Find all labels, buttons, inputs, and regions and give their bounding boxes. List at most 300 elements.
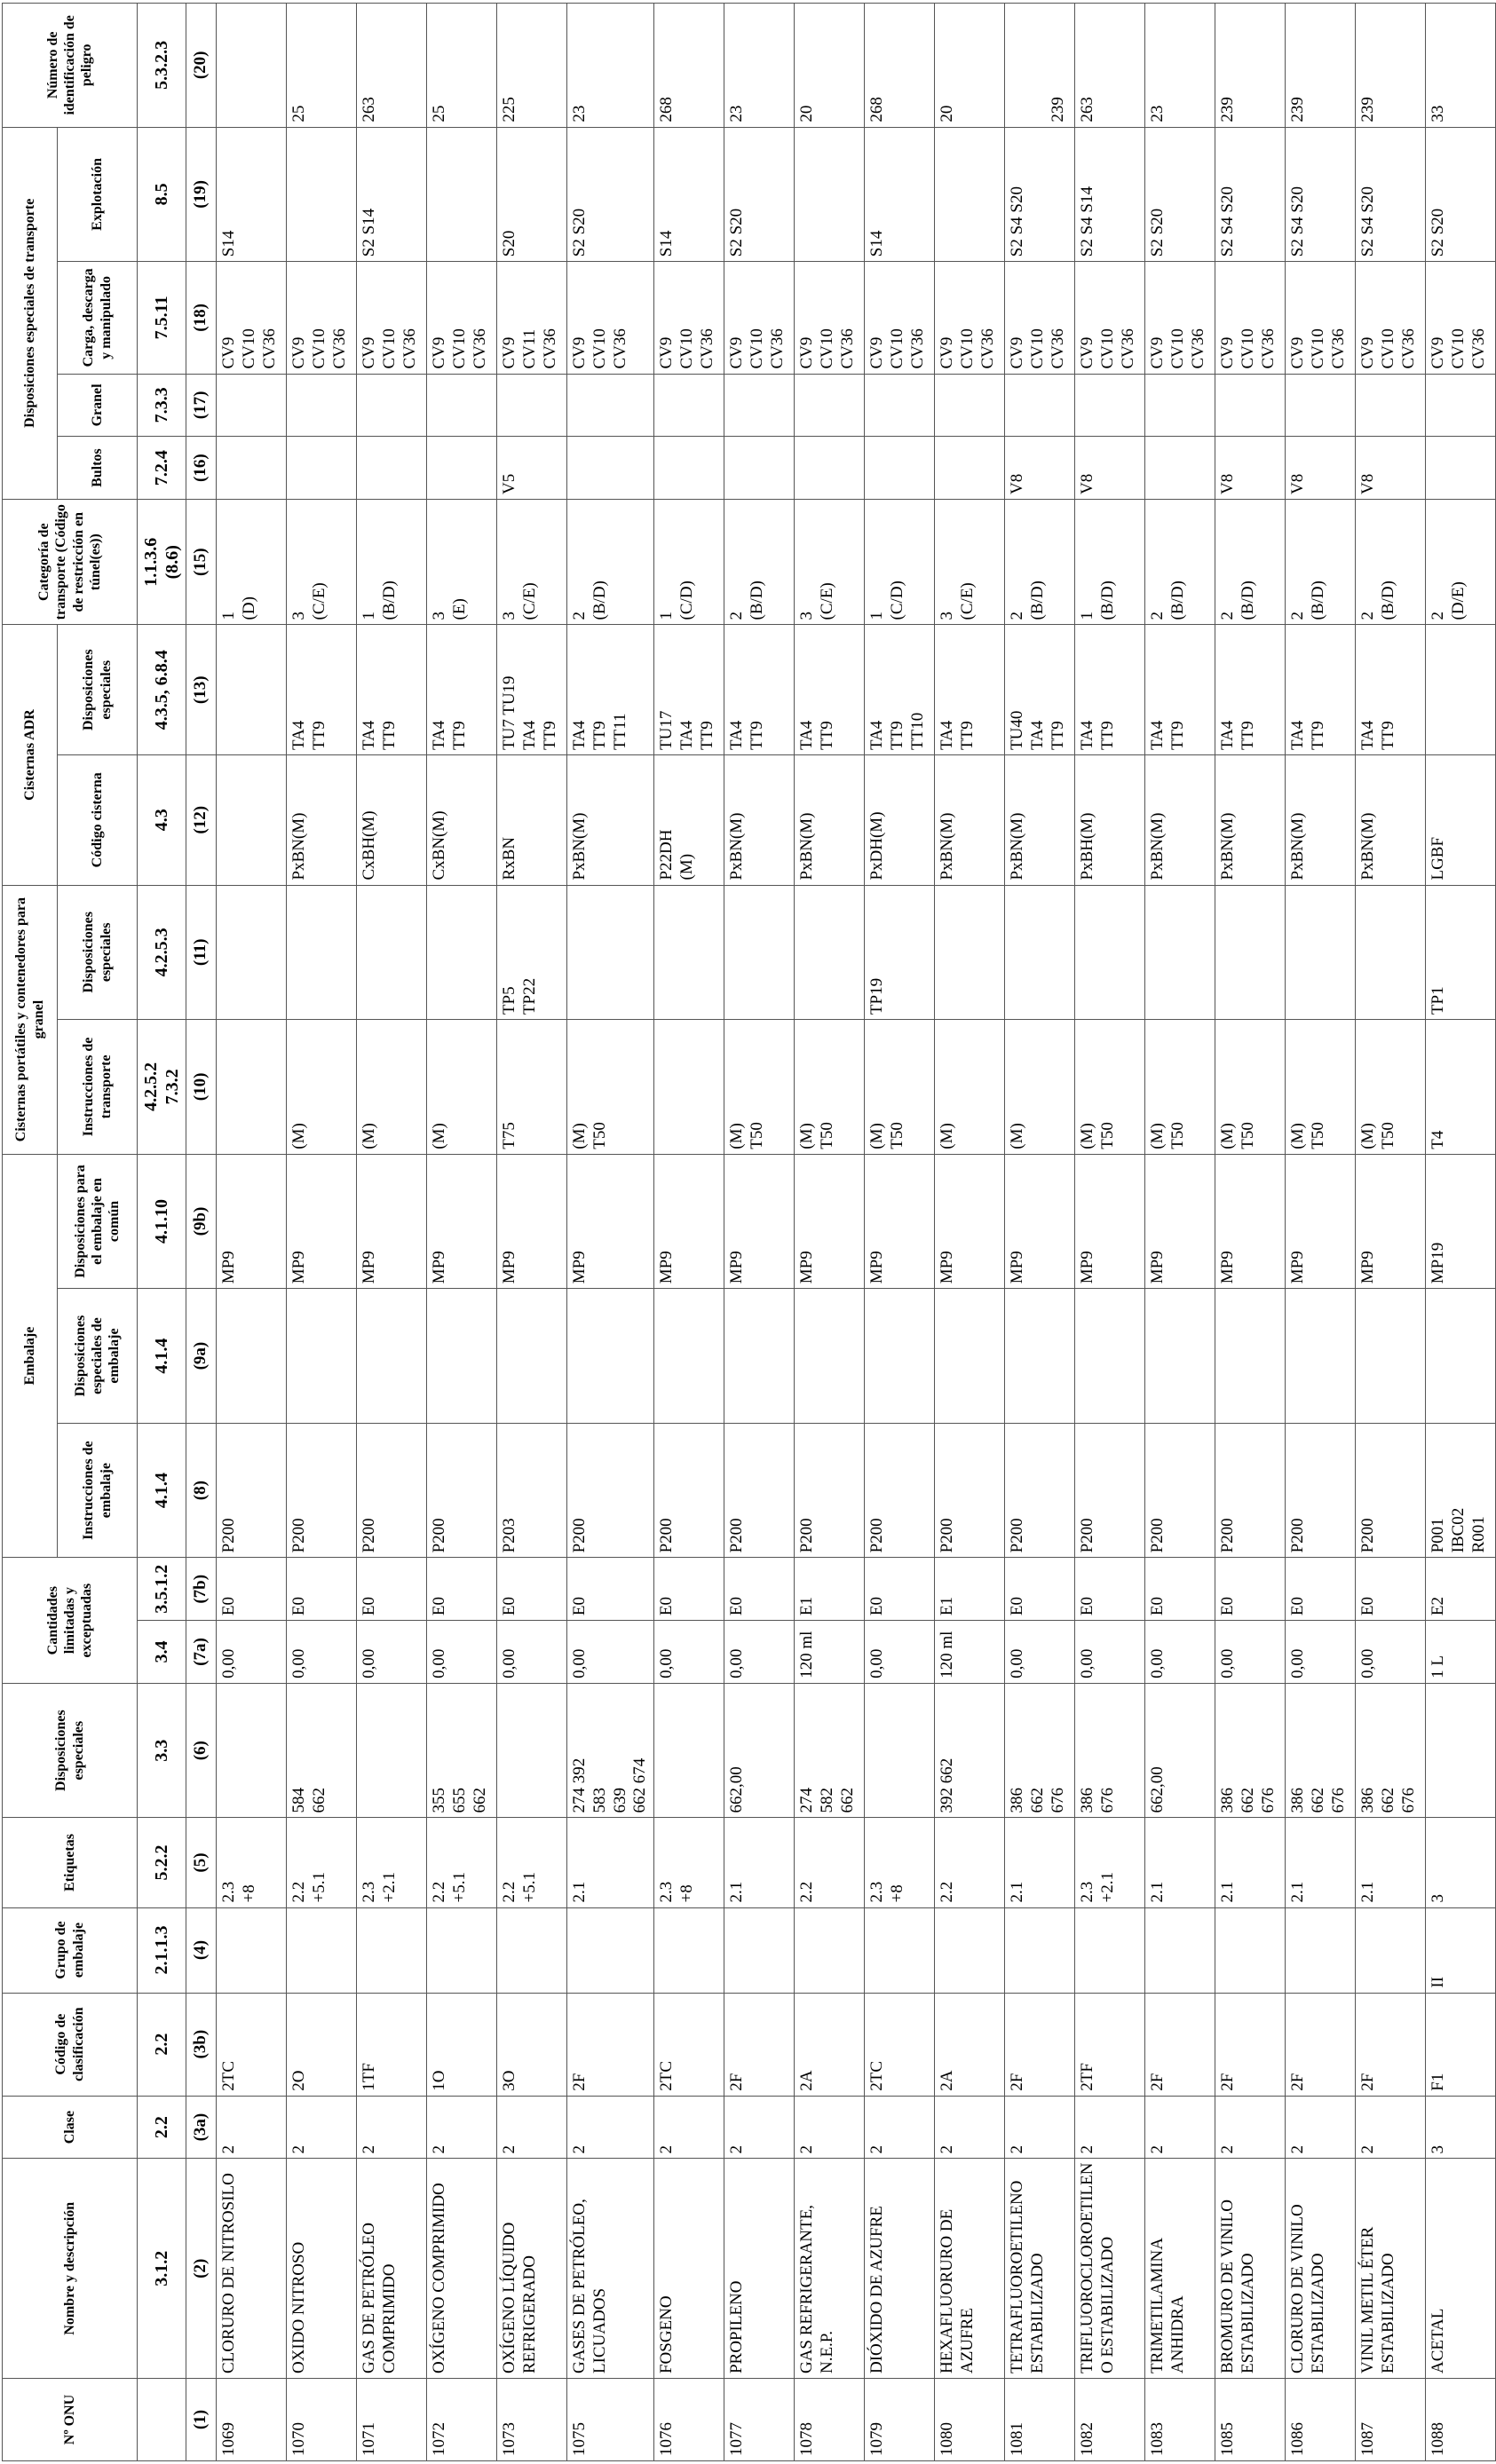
table-cell: 2TC bbox=[865, 1993, 935, 2096]
table-cell: 274 582 662 bbox=[795, 1683, 865, 1818]
table-cell: 2A bbox=[935, 1993, 1005, 2096]
table-cell bbox=[654, 437, 724, 500]
table-row bbox=[1215, 4, 1286, 2461]
table-cell bbox=[865, 1907, 935, 1993]
table-cell: 3 (C/E) bbox=[287, 499, 357, 624]
table-cell bbox=[567, 437, 654, 500]
table-header bbox=[3, 4, 217, 2461]
table-cell bbox=[427, 127, 497, 262]
table-cell: 1 (C/D) bbox=[865, 499, 935, 624]
table-cell: 3 (C/E) bbox=[795, 499, 865, 624]
table-cell: CV9 CV11 CV36 bbox=[497, 262, 567, 374]
table-cell bbox=[1005, 1289, 1075, 1424]
table-cell: (M) bbox=[1005, 1020, 1075, 1155]
table-cell: TA4 TT9 bbox=[795, 625, 865, 755]
table-cell: CV9 CV10 CV36 bbox=[427, 262, 497, 374]
table-cell: TA4 TT9 bbox=[1075, 625, 1145, 755]
table-cell: 1073 bbox=[497, 2379, 567, 2461]
table-cell: 2 bbox=[1075, 2096, 1145, 2159]
table-cell: 584 662 bbox=[287, 1683, 357, 1818]
table-cell: 2F bbox=[1356, 1993, 1426, 2096]
table-cell: (M) bbox=[935, 1020, 1005, 1155]
table-cell bbox=[357, 885, 427, 1020]
table-cell: 2 (B/D) bbox=[1145, 499, 1215, 624]
table-cell bbox=[567, 1289, 654, 1424]
table-cell: PxBN(M) bbox=[1356, 755, 1426, 886]
table-cell: (M) T50 bbox=[1215, 1020, 1286, 1155]
table-cell bbox=[217, 1020, 287, 1155]
column-number-cell: (3a) bbox=[186, 2096, 217, 2159]
table-cell bbox=[1286, 1289, 1356, 1424]
table-cell: PxDH(M) bbox=[865, 755, 935, 886]
table-cell: CV9 CV10 CV36 bbox=[567, 262, 654, 374]
table-cell bbox=[427, 1289, 497, 1424]
table-cell bbox=[217, 1907, 287, 1993]
table-row bbox=[1426, 4, 1496, 2461]
table-cell: E0 bbox=[865, 1558, 935, 1621]
table-cell: 1071 bbox=[357, 2379, 427, 2461]
table-cell: 2.3 +8 bbox=[217, 1818, 287, 1907]
table-cell: LGBF bbox=[1426, 755, 1496, 886]
table-cell bbox=[1426, 625, 1496, 755]
table-cell: P200 bbox=[1075, 1423, 1145, 1558]
table-cell bbox=[1286, 885, 1356, 1020]
ref-cell: 4.3.5, 6.8.4 bbox=[138, 625, 186, 755]
table-cell: E0 bbox=[287, 1558, 357, 1621]
table-cell: P200 bbox=[217, 1423, 287, 1558]
table-cell: S2 S4 S20 bbox=[1005, 127, 1075, 262]
table-cell: 1082 bbox=[1075, 2379, 1145, 2461]
table-cell: S2 S20 bbox=[567, 127, 654, 262]
table-cell bbox=[654, 1289, 724, 1424]
table-cell bbox=[427, 1907, 497, 1993]
table-cell: 0,00 bbox=[865, 1621, 935, 1684]
table-cell: MP9 bbox=[497, 1154, 567, 1289]
table-cell: 20 bbox=[935, 4, 1005, 128]
table-cell: P200 bbox=[795, 1423, 865, 1558]
column-number-row bbox=[186, 4, 217, 2461]
header-classification-code: Código de clasificación bbox=[3, 1993, 138, 2096]
table-cell bbox=[567, 1907, 654, 1993]
ref-cell: 4.1.10 bbox=[138, 1154, 186, 1289]
header-special-transport: Disposiciones especiales de transporte bbox=[3, 127, 58, 499]
table-cell bbox=[287, 374, 357, 437]
ref-cell: 4.1.4 bbox=[138, 1289, 186, 1424]
table-cell: 386 662 676 bbox=[1356, 1683, 1426, 1818]
table-cell: GAS DE PETRÓLEO COMPRIMIDO bbox=[357, 2159, 427, 2379]
table-cell: CxBH(M) bbox=[357, 755, 427, 886]
table-cell: CV9 CV10 CV36 bbox=[1075, 262, 1145, 374]
header-transport-category: Categoría de transporte (Código de restricción en túnel(es)) bbox=[3, 499, 138, 624]
column-number-cell: (7b) bbox=[186, 1558, 217, 1621]
table-cell: MP9 bbox=[1286, 1154, 1356, 1289]
table-cell bbox=[935, 374, 1005, 437]
table-cell: 2 (B/D) bbox=[724, 499, 795, 624]
table-cell: P200 bbox=[1286, 1423, 1356, 1558]
table-row bbox=[1075, 4, 1145, 2461]
table-cell bbox=[1286, 374, 1356, 437]
header-name: Nombre y descripción bbox=[3, 2159, 138, 2379]
table-cell: GASES DE PETRÓLEO, LICUADOS bbox=[567, 2159, 654, 2379]
table-cell: 0,00 bbox=[1286, 1621, 1356, 1684]
table-cell: E0 bbox=[427, 1558, 497, 1621]
table-cell: 2 bbox=[427, 2096, 497, 2159]
table-cell bbox=[1286, 1907, 1356, 1993]
table-cell bbox=[1005, 374, 1075, 437]
header-un-no: Nº ONU bbox=[3, 2379, 138, 2461]
table-cell: E0 bbox=[217, 1558, 287, 1621]
table-cell: 274 392 583 639 662 674 bbox=[567, 1683, 654, 1818]
column-number-cell: (1) bbox=[186, 2379, 217, 2461]
table-cell bbox=[427, 885, 497, 1020]
table-cell: 2.3 +8 bbox=[865, 1818, 935, 1907]
table-cell: E1 bbox=[935, 1558, 1005, 1621]
table-cell: MP9 bbox=[724, 1154, 795, 1289]
table-cell: 2A bbox=[795, 1993, 865, 2096]
table-cell bbox=[654, 374, 724, 437]
table-cell: 2 bbox=[567, 2096, 654, 2159]
reference-row bbox=[138, 4, 186, 2461]
table-cell: 1086 bbox=[1286, 2379, 1356, 2461]
table-cell: 1 (D) bbox=[217, 499, 287, 624]
header-hazard-id: Número de identificación de peligro bbox=[3, 4, 138, 128]
table-cell bbox=[217, 1683, 287, 1818]
table-cell: 268 bbox=[654, 4, 724, 128]
table-cell: 2.1 bbox=[1005, 1818, 1075, 1907]
table-cell bbox=[1075, 1289, 1145, 1424]
ref-cell: 7.2.4 bbox=[138, 437, 186, 500]
table-cell bbox=[217, 625, 287, 755]
table-row bbox=[497, 4, 567, 2461]
table-cell bbox=[1005, 1907, 1075, 1993]
table-cell: 2 (B/D) bbox=[1286, 499, 1356, 624]
table-cell bbox=[357, 1289, 427, 1424]
table-cell: S14 bbox=[217, 127, 287, 262]
table-row bbox=[1145, 4, 1215, 2461]
table-cell: 20 bbox=[795, 4, 865, 128]
ref-cell: 4.3 bbox=[138, 755, 186, 886]
table-cell: 662,00 bbox=[1145, 1683, 1215, 1818]
table-cell bbox=[1426, 1683, 1496, 1818]
table-cell bbox=[724, 1907, 795, 1993]
table-cell: 0,00 bbox=[497, 1621, 567, 1684]
column-number-cell: (10) bbox=[186, 1020, 217, 1155]
table-cell: V8 bbox=[1215, 437, 1286, 500]
column-number-cell: (6) bbox=[186, 1683, 217, 1818]
table-cell: PxBN(M) bbox=[1286, 755, 1356, 886]
table-cell: CLORURO DE NITROSILO bbox=[217, 2159, 287, 2379]
table-cell: 0,00 bbox=[1145, 1621, 1215, 1684]
ref-cell: 3.1.2 bbox=[138, 2159, 186, 2379]
table-cell bbox=[357, 437, 427, 500]
table-cell: 1081 bbox=[1005, 2379, 1075, 2461]
header-class: Clase bbox=[3, 2096, 138, 2159]
table-cell: 1079 bbox=[865, 2379, 935, 2461]
table-cell bbox=[1145, 374, 1215, 437]
table-cell: 386 662 676 bbox=[1215, 1683, 1286, 1818]
table-cell bbox=[497, 1907, 567, 1993]
table-row bbox=[567, 4, 654, 2461]
column-number-cell: (17) bbox=[186, 374, 217, 437]
header-special-provisions: Disposiciones especiales bbox=[3, 1683, 138, 1818]
table-cell: 0,00 bbox=[724, 1621, 795, 1684]
table-cell: 2F bbox=[1005, 1993, 1075, 2096]
header-labels: Etiquetas bbox=[3, 1818, 138, 1907]
table-cell: TA4 TT9 bbox=[935, 625, 1005, 755]
ref-cell: 4.1.4 bbox=[138, 1423, 186, 1558]
table-cell: 3 bbox=[1426, 1818, 1496, 1907]
table-cell: MP9 bbox=[935, 1154, 1005, 1289]
table-cell bbox=[287, 885, 357, 1020]
table-cell: 2.1 bbox=[1145, 1818, 1215, 1907]
table-cell bbox=[357, 1683, 427, 1818]
table-cell: TA4 TT9 bbox=[1286, 625, 1356, 755]
table-cell: V5 bbox=[497, 437, 567, 500]
table-cell bbox=[287, 1907, 357, 1993]
table-cell: P200 bbox=[287, 1423, 357, 1558]
table-row bbox=[935, 4, 1005, 2461]
table-cell: (M) bbox=[357, 1020, 427, 1155]
table-cell: TU17 TA4 TT9 bbox=[654, 625, 724, 755]
table-cell: CV9 CV10 CV36 bbox=[357, 262, 427, 374]
table-cell bbox=[865, 1683, 935, 1818]
table-cell: E1 bbox=[795, 1558, 865, 1621]
table-cell: 1083 bbox=[1145, 2379, 1215, 2461]
table-cell: 386 662 676 bbox=[1005, 1683, 1075, 1818]
table-cell: (M) T50 bbox=[1356, 1020, 1426, 1155]
table-cell: S2 S4 S20 bbox=[1286, 127, 1356, 262]
table-cell: E0 bbox=[654, 1558, 724, 1621]
table-cell bbox=[724, 885, 795, 1020]
table-cell: PxBN(M) bbox=[724, 755, 795, 886]
table-cell: II bbox=[1426, 1907, 1496, 1993]
column-number-cell: (9a) bbox=[186, 1289, 217, 1424]
table-cell: (M) T50 bbox=[567, 1020, 654, 1155]
table-cell: 1 (B/D) bbox=[1075, 499, 1145, 624]
table-cell: CV9 CV10 CV36 bbox=[1286, 262, 1356, 374]
table-body bbox=[217, 4, 1496, 2461]
column-number-cell: (11) bbox=[186, 885, 217, 1020]
table-cell: 1069 bbox=[217, 2379, 287, 2461]
table-cell: P200 bbox=[865, 1423, 935, 1558]
table-cell: TP19 bbox=[865, 885, 935, 1020]
table-cell: V8 bbox=[1356, 437, 1426, 500]
table-cell: S2 S4 S20 bbox=[1356, 127, 1426, 262]
table-cell: 0,00 bbox=[287, 1621, 357, 1684]
table-cell: 0,00 bbox=[654, 1621, 724, 1684]
table-cell: MP9 bbox=[217, 1154, 287, 1289]
ref-cell bbox=[138, 2379, 186, 2461]
table-cell: (M) bbox=[287, 1020, 357, 1155]
table-cell: CV9 CV10 CV36 bbox=[1145, 262, 1215, 374]
table-cell: 2 bbox=[795, 2096, 865, 2159]
table-cell: (M) T50 bbox=[1145, 1020, 1215, 1155]
table-cell: 2.2 +5.1 bbox=[497, 1818, 567, 1907]
table-cell bbox=[935, 1907, 1005, 1993]
table-cell: S2 S20 bbox=[1145, 127, 1215, 262]
column-number-cell: (3b) bbox=[186, 1993, 217, 2096]
table-cell: RxBN bbox=[497, 755, 567, 886]
table-row bbox=[357, 4, 427, 2461]
table-cell: DIÓXIDO DE AZUFRE bbox=[865, 2159, 935, 2379]
table-cell bbox=[217, 4, 287, 128]
table-row bbox=[1005, 4, 1075, 2461]
table-cell: P200 bbox=[654, 1423, 724, 1558]
table-cell: P200 bbox=[357, 1423, 427, 1558]
table-cell bbox=[1426, 437, 1496, 500]
table-cell: 355 655 662 bbox=[427, 1683, 497, 1818]
table-cell: 2.1 bbox=[1356, 1818, 1426, 1907]
table-cell: CV9 CV10 CV36 bbox=[1356, 262, 1426, 374]
ref-cell: 5.2.2 bbox=[138, 1818, 186, 1907]
table-cell: MP9 bbox=[427, 1154, 497, 1289]
ref-cell: 5.3.2.3 bbox=[138, 4, 186, 128]
table-cell bbox=[1356, 885, 1426, 1020]
table-cell: 3 bbox=[1426, 2096, 1496, 2159]
table-cell: 2.1 bbox=[724, 1818, 795, 1907]
table-cell: OXÍGENO LÍQUIDO REFRIGERADO bbox=[497, 2159, 567, 2379]
table-cell: 2F bbox=[1215, 1993, 1286, 2096]
table-cell: P22DH (M) bbox=[654, 755, 724, 886]
table-cell: (M) T50 bbox=[1075, 1020, 1145, 1155]
table-cell: 2.3 +2.1 bbox=[357, 1818, 427, 1907]
ref-cell: 3.5.1.2 bbox=[138, 1558, 186, 1621]
table-cell: 1078 bbox=[795, 2379, 865, 2461]
table-row bbox=[654, 4, 724, 2461]
table-cell: 2.1 bbox=[567, 1818, 654, 1907]
header-loading: Carga, descarga y manipulado bbox=[58, 262, 138, 374]
table-cell: E0 bbox=[1145, 1558, 1215, 1621]
table-cell: 2F bbox=[724, 1993, 795, 2096]
table-cell: V8 bbox=[1005, 437, 1075, 500]
header-adr-tanks: Cisternas ADR bbox=[3, 625, 58, 885]
table-cell: TA4 TT9 bbox=[1215, 625, 1286, 755]
table-cell: 2 bbox=[1286, 2096, 1356, 2159]
table-row bbox=[724, 4, 795, 2461]
table-cell: CV9 CV10 CV36 bbox=[795, 262, 865, 374]
table-cell: MP9 bbox=[287, 1154, 357, 1289]
table-cell: 2 bbox=[357, 2096, 427, 2159]
table-cell: E0 bbox=[497, 1558, 567, 1621]
table-cell: 2TC bbox=[217, 1993, 287, 2096]
table-cell: 2 bbox=[1145, 2096, 1215, 2159]
table-cell bbox=[357, 374, 427, 437]
table-cell: PxBN(M) bbox=[935, 755, 1005, 886]
table-cell: 120 ml bbox=[935, 1621, 1005, 1684]
header-packing-group: Grupo de embalaje bbox=[3, 1907, 138, 1993]
table-cell bbox=[1356, 1907, 1426, 1993]
header-operation: Explotación bbox=[58, 127, 138, 262]
table-cell bbox=[654, 1020, 724, 1155]
dangerous-goods-table bbox=[2, 3, 1496, 2461]
table-cell: 2 bbox=[217, 2096, 287, 2159]
table-cell: 1072 bbox=[427, 2379, 497, 2461]
table-cell: 0,00 bbox=[217, 1621, 287, 1684]
table-cell bbox=[1005, 885, 1075, 1020]
table-cell: TA4 TT9 bbox=[287, 625, 357, 755]
table-cell bbox=[654, 1907, 724, 1993]
table-cell: TA4 TT9 bbox=[357, 625, 427, 755]
table-cell bbox=[217, 374, 287, 437]
table-cell bbox=[724, 437, 795, 500]
table-cell bbox=[427, 437, 497, 500]
table-cell: E0 bbox=[357, 1558, 427, 1621]
table-cell: TA4 TT9 bbox=[724, 625, 795, 755]
table-cell: TU40 TA4 TT9 bbox=[1005, 625, 1075, 755]
table-cell: S14 bbox=[865, 127, 935, 262]
table-cell: 386 662 676 bbox=[1286, 1683, 1356, 1818]
table-cell: P001 IBC02 R001 bbox=[1426, 1423, 1496, 1558]
table-cell: 239 bbox=[1215, 4, 1286, 128]
ref-cell: 4.2.5.2 7.3.2 bbox=[138, 1020, 186, 1155]
table-cell bbox=[217, 1289, 287, 1424]
table-cell: (M) T50 bbox=[865, 1020, 935, 1155]
table-cell: 662,00 bbox=[724, 1683, 795, 1818]
table-cell: 0,00 bbox=[567, 1621, 654, 1684]
table-cell: (M) T50 bbox=[795, 1020, 865, 1155]
header-bulk: Granel bbox=[58, 374, 138, 437]
table-cell: 2.1 bbox=[1215, 1818, 1286, 1907]
column-number-cell: (13) bbox=[186, 625, 217, 755]
table-cell bbox=[935, 127, 1005, 262]
table-cell: S2 S20 bbox=[1426, 127, 1496, 262]
header-pt-instructions: Instrucciones de transporte bbox=[58, 1020, 138, 1155]
table-cell: MP9 bbox=[357, 1154, 427, 1289]
header-tank-code: Código cisterna bbox=[58, 755, 138, 886]
table-cell: CV9 CV10 CV36 bbox=[1426, 262, 1496, 374]
table-cell: P200 bbox=[427, 1423, 497, 1558]
table-cell: 1080 bbox=[935, 2379, 1005, 2461]
table-cell: PxBN(M) bbox=[1215, 755, 1286, 886]
column-number-cell: (4) bbox=[186, 1907, 217, 1993]
table-cell: S2 S4 S14 bbox=[1075, 127, 1145, 262]
table-cell: 23 bbox=[1145, 4, 1215, 128]
table-cell: HEXAFLUORURO DE AZUFRE bbox=[935, 2159, 1005, 2379]
table-cell bbox=[217, 755, 287, 886]
table-cell: TETRAFLUOROETILENO ESTABILIZADO bbox=[1005, 2159, 1075, 2379]
table-cell: 2 (B/D) bbox=[1005, 499, 1075, 624]
table-cell: 2 bbox=[654, 2096, 724, 2159]
table-cell: CV9 CV10 CV36 bbox=[217, 262, 287, 374]
table-cell: 25 bbox=[287, 4, 357, 128]
ref-cell: 7.3.3 bbox=[138, 374, 186, 437]
column-number-cell: (8) bbox=[186, 1423, 217, 1558]
table-cell: (M) T50 bbox=[724, 1020, 795, 1155]
table-cell bbox=[1145, 885, 1215, 1020]
ref-cell: 4.2.5.3 bbox=[138, 885, 186, 1020]
table-cell: 2.3 +8 bbox=[654, 1818, 724, 1907]
table-cell: 2 bbox=[935, 2096, 1005, 2159]
table-cell: 120 ml bbox=[795, 1621, 865, 1684]
table-cell bbox=[217, 437, 287, 500]
table-cell: 1087 bbox=[1356, 2379, 1426, 2461]
table-cell bbox=[287, 127, 357, 262]
table-cell bbox=[1426, 1289, 1496, 1424]
table-cell: E0 bbox=[1075, 1558, 1145, 1621]
table-cell: 2.3 +2.1 bbox=[1075, 1818, 1145, 1907]
table-cell: 0,00 bbox=[1075, 1621, 1145, 1684]
table-cell: 2.2 +5.1 bbox=[427, 1818, 497, 1907]
table-cell: 239 bbox=[1005, 4, 1075, 128]
table-cell: 2 bbox=[1005, 2096, 1075, 2159]
column-number-cell: (20) bbox=[186, 4, 217, 128]
ref-cell: 8.5 bbox=[138, 127, 186, 262]
table-cell: P200 bbox=[724, 1423, 795, 1558]
table-cell: 263 bbox=[1075, 4, 1145, 128]
table-cell: CV9 CV10 CV36 bbox=[287, 262, 357, 374]
table-cell: S2 S4 S20 bbox=[1215, 127, 1286, 262]
table-cell: P200 bbox=[567, 1423, 654, 1558]
